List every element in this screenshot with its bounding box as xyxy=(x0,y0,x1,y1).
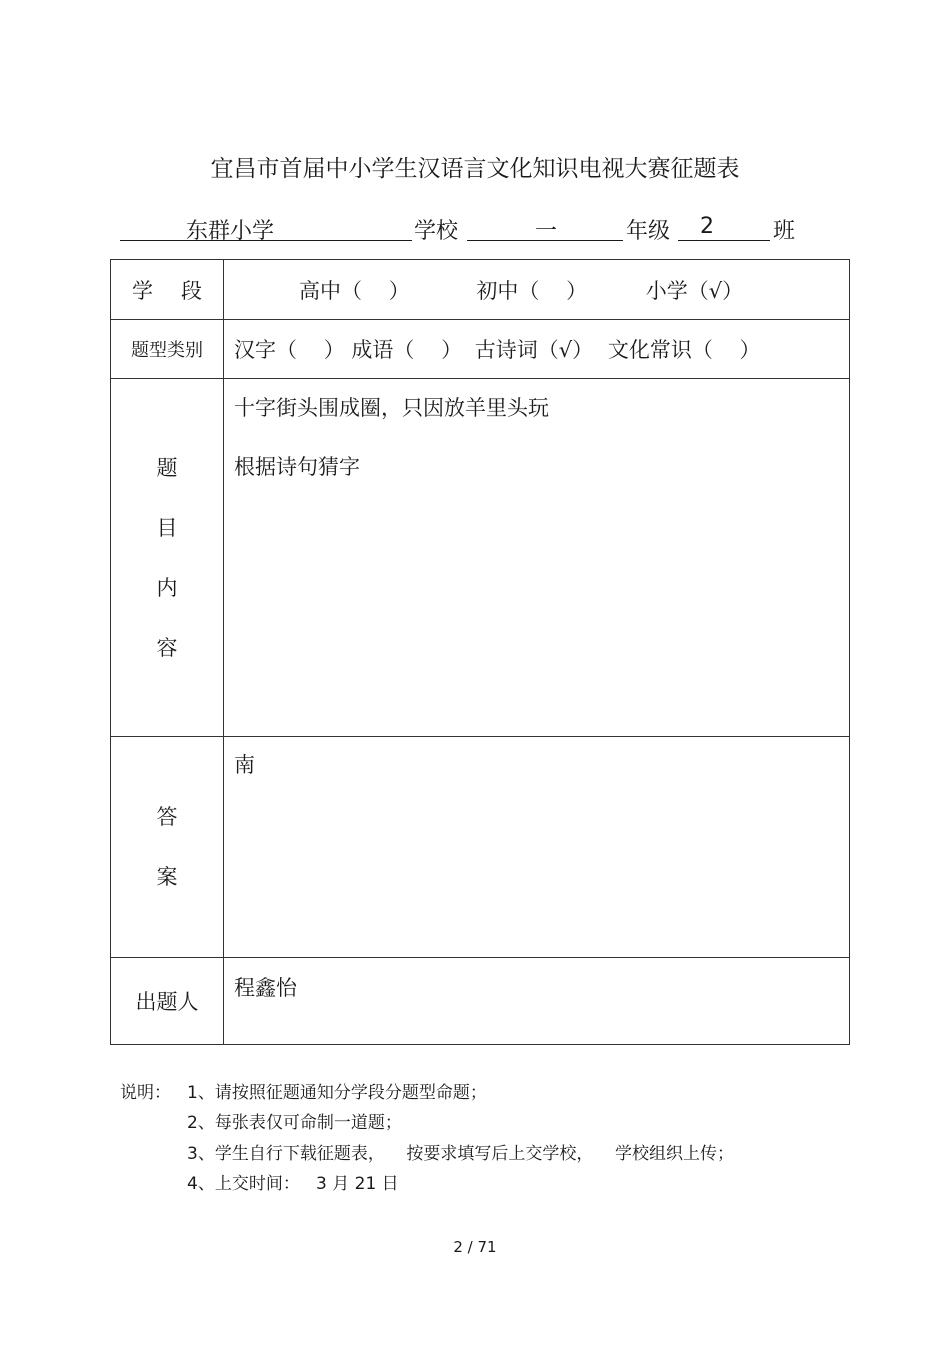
question-label: 题 目 内 容 xyxy=(111,379,224,737)
question-content xyxy=(224,379,850,737)
answer-content xyxy=(224,737,850,958)
note-item-1: 1、请按照征题通知分学段分题型命题； xyxy=(187,1083,487,1103)
stage-label: 学 段 xyxy=(111,260,224,320)
school-name: 东群小学 xyxy=(186,219,275,244)
note-item-3: 3、学生自行下载征题表， 按要求填写后上交学校， 学校组织上传； xyxy=(187,1144,735,1164)
note-item-2: 2、每张表仅可命制一道题； xyxy=(187,1113,402,1133)
type-options xyxy=(224,320,850,379)
question-line-1: 十字街头围成圈，只因放羊里头玩 xyxy=(234,396,549,420)
question-row xyxy=(111,379,850,737)
type-row xyxy=(111,320,850,379)
question-form-table xyxy=(110,259,850,1045)
author-content xyxy=(224,958,850,1045)
author-row xyxy=(111,958,850,1045)
type-option-idiom[interactable]: 成语（ ） xyxy=(351,338,463,362)
answer-text: 南 xyxy=(234,753,255,777)
answer-row xyxy=(111,737,850,958)
class-underline xyxy=(678,240,770,241)
type-option-poetry[interactable]: 古诗词（√） xyxy=(474,338,594,362)
stage-options xyxy=(224,260,850,320)
note-item-4: 4、上交时间： 3 月 21 日 xyxy=(187,1174,399,1194)
page-indicator: 2 / 71 xyxy=(453,1238,497,1256)
school-label: 学校 xyxy=(414,219,459,244)
grade-value: 一 xyxy=(535,219,558,244)
form-title: 宜昌市首届中小学生汉语言文化知识电视大赛征题表 xyxy=(210,156,740,182)
class-value: 2 xyxy=(700,214,714,239)
answer-label: 答 案 xyxy=(111,737,224,958)
type-label: 题型类别 xyxy=(111,320,224,379)
stage-row xyxy=(111,260,850,320)
stage-option-high[interactable]: 高中（ ） xyxy=(299,278,410,303)
class-label: 班 xyxy=(773,219,796,244)
question-line-2: 根据诗句猜字 xyxy=(234,455,360,479)
notes-prefix: 说明： xyxy=(120,1083,171,1103)
type-option-culture[interactable]: 文化常识（ ） xyxy=(607,338,761,362)
author-name: 程鑫怡 xyxy=(234,976,297,1000)
author-label: 出题人 xyxy=(111,958,224,1045)
stage-option-primary[interactable]: 小学（√） xyxy=(645,278,744,303)
grade-label: 年级 xyxy=(626,219,671,244)
type-option-hanzi[interactable]: 汉字（ ） xyxy=(234,338,345,362)
stage-option-middle[interactable]: 初中（ ） xyxy=(476,278,588,303)
